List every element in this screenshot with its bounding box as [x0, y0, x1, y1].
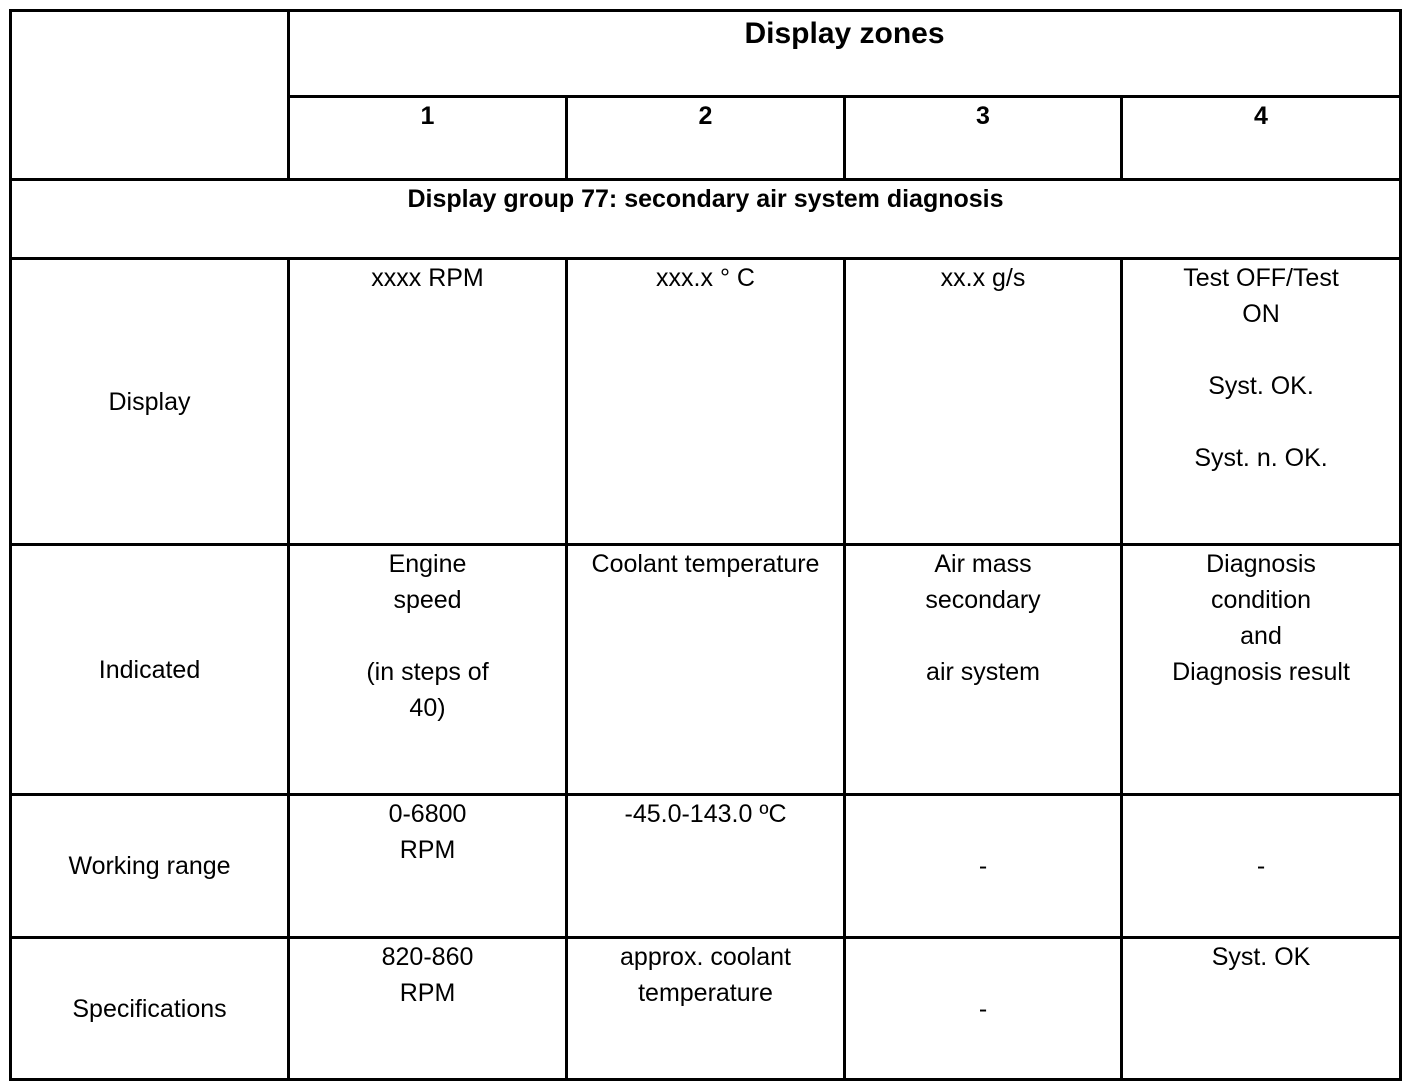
indicated-zone-1-line-3: (in steps of: [366, 658, 489, 686]
table-row-working-range: [11, 795, 1401, 938]
specifications-zone-4: [1122, 938, 1401, 1080]
indicated-zone-4: [1122, 545, 1401, 795]
display-zone-2-text: xxx.x ° C: [656, 264, 755, 292]
indicated-zone-3-line-1: Air mass: [934, 550, 1032, 578]
working-range-zone-3: -: [845, 795, 1122, 938]
specifications-zone-1: [289, 938, 567, 1080]
specifications-zone-3: -: [845, 938, 1122, 1080]
indicated-zone-3-line-2: secondary: [925, 586, 1041, 614]
indicated-zone-1-line-2: speed: [393, 586, 462, 614]
specifications-zone-4-text: Syst. OK: [1211, 943, 1311, 971]
specifications-zone-2: [567, 938, 845, 1080]
working-range-zone-4: -: [1122, 795, 1401, 938]
indicated-zone-4-line-3: and: [1240, 622, 1282, 650]
indicated-zone-4-line-4: Diagnosis result: [1172, 658, 1350, 686]
working-range-zone-1: [289, 795, 567, 938]
indicated-zone-4-line-2: condition: [1210, 586, 1312, 614]
row-label-working-range: Working range: [11, 795, 289, 938]
display-zone-4: [1122, 259, 1401, 545]
indicated-zone-1-line-1: Engine: [388, 550, 467, 578]
zone-number-4: 4: [1122, 97, 1401, 180]
row-label-specifications: Specifications: [11, 938, 289, 1080]
display-zone-4-line-3: Syst. OK.: [1208, 372, 1314, 400]
working-range-zone-1-line-2: RPM: [399, 836, 456, 864]
indicated-zone-3-line-3: air system: [926, 658, 1040, 686]
indicated-zone-3: [845, 545, 1122, 795]
display-zone-4-line-2: ON: [1242, 300, 1280, 328]
display-zone-1-text: xxxx RPM: [371, 264, 484, 292]
working-range-zone-1-line-1: 0-6800: [388, 800, 467, 828]
row-label-display: Display: [11, 259, 289, 545]
table-row-display: [11, 259, 1401, 545]
display-group-table: [9, 9, 1402, 1081]
display-group-title: Display group 77: secondary air system diagnosis: [11, 180, 1401, 259]
zone-number-3: 3: [845, 97, 1122, 180]
specifications-zone-1-line-1: 820-860: [381, 943, 474, 971]
zone-number-1: 1: [289, 97, 567, 180]
zone-number-2: 2: [567, 97, 845, 180]
working-range-zone-2-text: -45.0-143.0 ºC: [624, 800, 787, 828]
indicated-zone-2-text: Coolant temperature: [591, 550, 820, 578]
indicated-zone-2: [567, 545, 845, 795]
header-corner-cell: [11, 11, 289, 180]
display-zones-title: Display zones: [289, 11, 1401, 97]
table-row-specifications: [11, 938, 1401, 1080]
display-zone-4-line-1: Test OFF/Test: [1183, 264, 1339, 292]
display-zone-3: [845, 259, 1122, 545]
display-zone-1: [289, 259, 567, 545]
display-zone-2: [567, 259, 845, 545]
specifications-zone-1-line-2: RPM: [399, 979, 456, 1007]
working-range-zone-2: [567, 795, 845, 938]
specifications-zone-2-line-1: approx. coolant: [620, 943, 791, 971]
specifications-zone-2-line-2: temperature: [638, 979, 773, 1007]
display-zone-3-text: xx.x g/s: [940, 264, 1026, 292]
indicated-zone-1: [289, 545, 567, 795]
table-row-indicated: [11, 545, 1401, 795]
display-zone-4-line-4: Syst. n. OK.: [1194, 444, 1328, 472]
row-label-indicated: Indicated: [11, 545, 289, 795]
indicated-zone-4-line-1: Diagnosis: [1206, 550, 1316, 578]
indicated-zone-1-line-4: 40): [409, 694, 446, 722]
